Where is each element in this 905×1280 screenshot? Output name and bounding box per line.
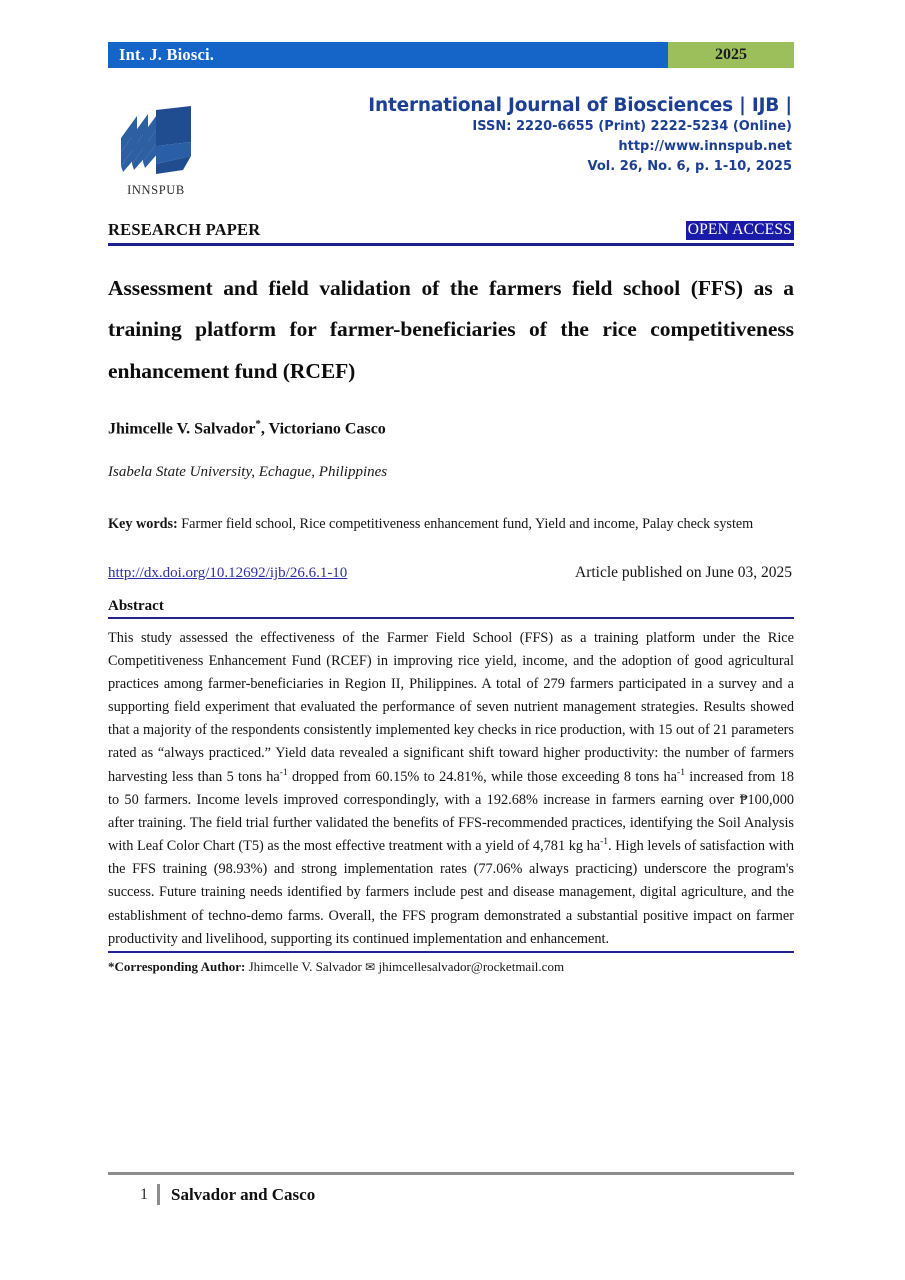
corresponding-name: Jhimcelle V. Salvador — [248, 958, 362, 974]
journal-url[interactable]: http://www.innspub.net — [618, 139, 792, 155]
author-secondary: , Victoriano Casco — [260, 420, 386, 438]
publisher-logo-text: INNSPUB — [127, 183, 185, 197]
abstract-part-3: increased from 18 to 50 farmers. Income levels improved correspondingly, with a 192.68% increase in farmers earning over ₱100,000 after training. The field trial further validated the benefits of FFS-recommended practices, identifying the Soil Analysis with Leaf Color Chart (T5) as the most effective treatment with a yield of 4,781 kg ha — [108, 768, 794, 855]
corresponding-author-marker: * — [255, 418, 261, 431]
abstract-heading: Abstract — [108, 597, 164, 614]
corresponding-label: Corresponding Author: — [114, 958, 246, 974]
masthead-journal-short: Int. J. Biosci. — [108, 42, 668, 68]
journal-title: International Journal of Biosciences | IJB | — [368, 95, 792, 116]
corresponding-email[interactable]: jhimcellesalvador@rocketmail.com — [378, 958, 565, 974]
publication-date: Article published on June 03, 2025 — [575, 563, 792, 581]
doi-link[interactable]: http://dx.doi.org/10.12692/ijb/26.6.1-10 — [108, 564, 348, 581]
masthead-year: 2025 — [668, 42, 794, 68]
article-title: Assessment and field validation of the farmers field school (FFS) as a training platform for farmer-beneficiaries of the rice competitiveness enhancement fund (RCEF) — [108, 276, 794, 383]
author-primary: Jhimcelle V. Salvador — [108, 420, 256, 438]
envelope-icon: ✉ — [365, 959, 376, 974]
abstract-part-2: dropped from 60.15% to 24.81%, while those exceeding 8 tons ha — [287, 768, 678, 785]
journal-info-block — [108, 94, 794, 178]
masthead-bar — [108, 42, 794, 68]
open-access-badge: OPEN ACCESS — [687, 221, 792, 239]
keywords-value: Farmer field school, Rice competitiveness enhancement fund, Yield and income, Palay check system — [181, 515, 754, 532]
corresponding-author-line — [108, 958, 794, 976]
abstract-part-1: This study assessed the effectiveness of the Farmer Field School (FFS) as a training platform under the Rice Competitiveness Enhancement Fund (RCEF) in improving rice yield, income, and the adoption of good agricultural practices among farmer-beneficiaries in Region II, Philippines. A total of 279 farmers participated in a survey and a supporting field experiment that evaluated the performance of seven nutrient management strategies. Results showed that a majority of the respondents consistently implemented key checks in rice production, with 15 out of 21 parameters rated as “always practiced.” Yield data revealed a significant shift toward higher productivity: the number of farmers harvesting less than 5 tons ha — [108, 629, 794, 785]
author-affiliation: Isabela State University, Echague, Philippines — [108, 463, 388, 480]
abstract-superscript-3: -1 — [600, 837, 609, 848]
journal-issn: ISSN: 2220-6655 (Print) 2222-5234 (Online) — [472, 119, 792, 135]
corresponding-marker: * — [108, 958, 115, 974]
footer-row — [108, 1184, 794, 1205]
publisher-logo — [108, 94, 204, 198]
abstract-divider-rule — [108, 617, 794, 619]
keywords-block — [108, 513, 794, 537]
innspub-book-logo — [111, 94, 201, 182]
header-divider-rule — [108, 243, 794, 246]
page-content — [108, 0, 794, 976]
paper-type-bar — [108, 220, 794, 240]
keywords-label: Key words: — [108, 515, 178, 532]
running-authors: Salvador and Casco — [171, 1184, 316, 1204]
page-number: 1 — [140, 1185, 148, 1203]
abstract-bottom-rule — [108, 951, 794, 953]
article-authors — [108, 418, 794, 438]
abstract-part-4: . High levels of satisfaction with the FFS training (98.93%) and strong implementation rates (77.06% always practicing) underscore the program's success. Future training needs identified by farmers include pest and disease management, digital agriculture, and the establishment of techno-demo farms. Overall, the FFS program demonstrated a substantial positive impact on farmer productivity and livelihood, supporting its continued implementation and enhancement. — [108, 838, 794, 947]
journal-header — [108, 94, 794, 212]
footer-divider-rule — [108, 1172, 794, 1175]
abstract-text — [108, 627, 794, 951]
abstract-superscript-2: -1 — [677, 767, 685, 778]
paper-type-label: RESEARCH PAPER — [108, 220, 261, 239]
doi-row — [108, 564, 794, 582]
journal-volume: Vol. 26, No. 6, p. 1-10, 2025 — [587, 159, 792, 175]
page-footer — [108, 1172, 794, 1205]
abstract-superscript-1: -1 — [279, 767, 288, 778]
